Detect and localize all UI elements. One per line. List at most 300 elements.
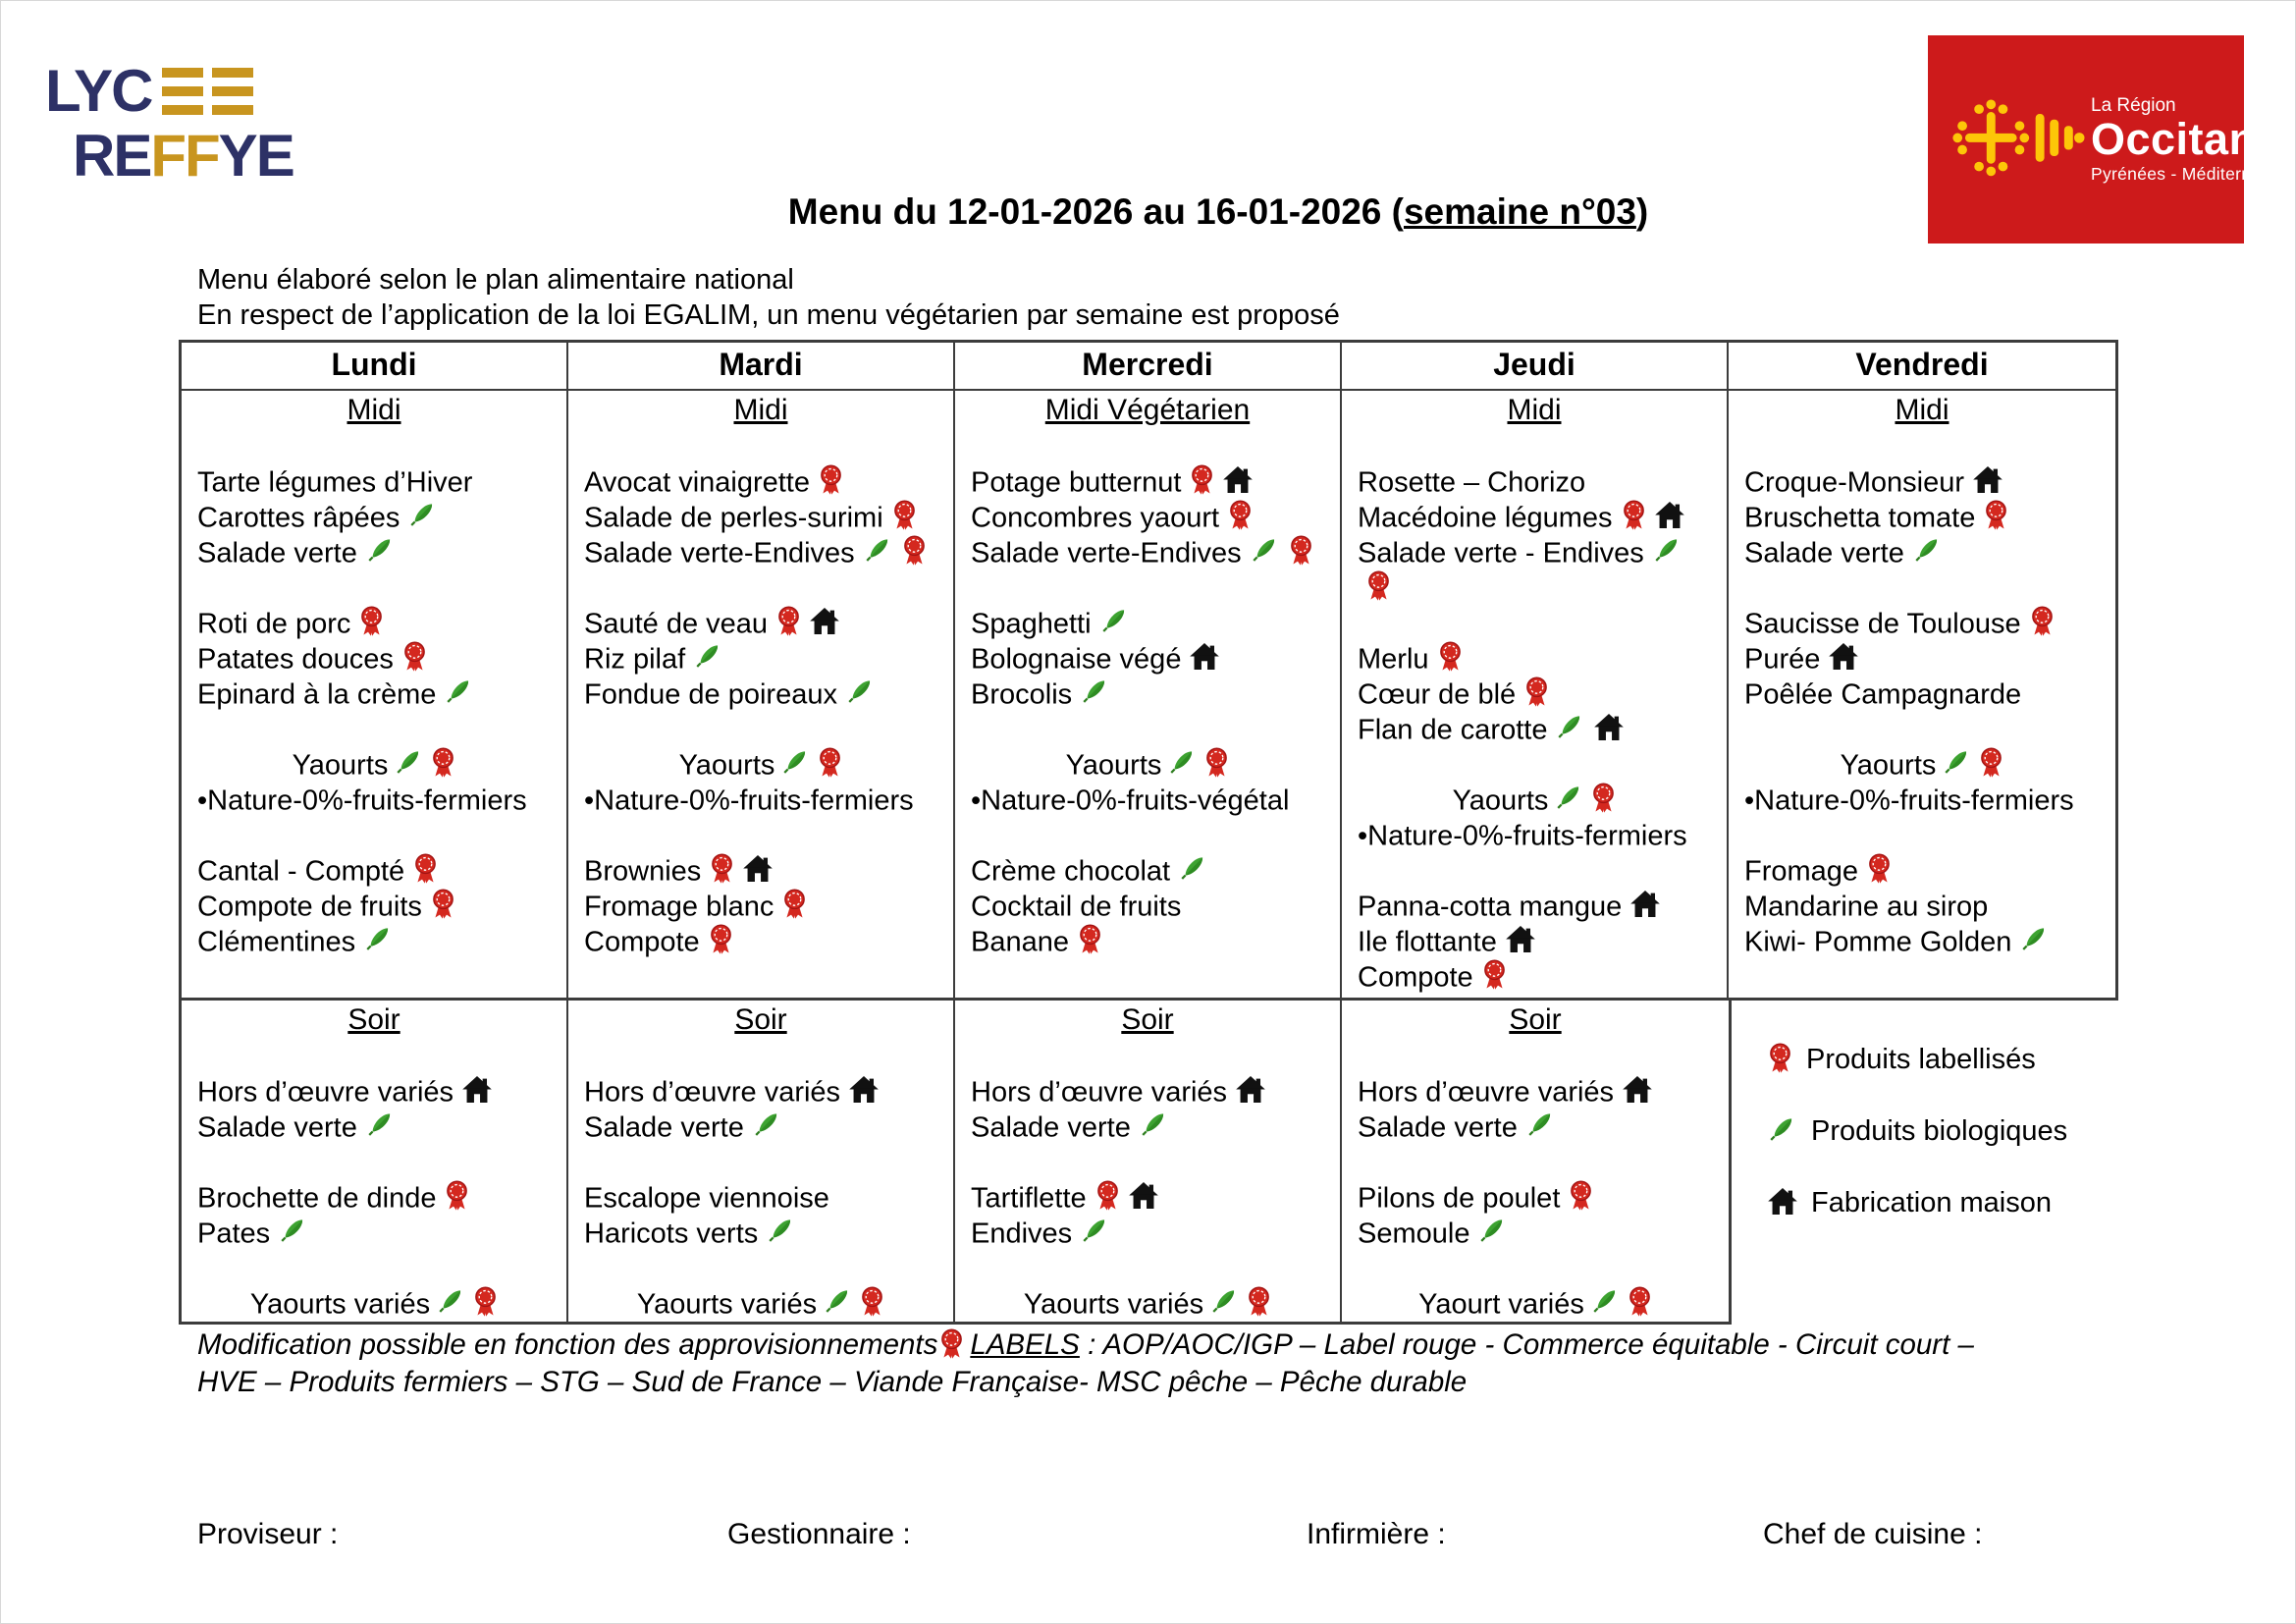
label-rosette-icon <box>413 853 438 884</box>
legend-text: Produits labellisés <box>1806 1044 2036 1075</box>
title-suffix: ) <box>1635 191 1649 232</box>
menu-line <box>1342 1144 1729 1179</box>
house-icon <box>1829 643 1858 670</box>
label-rosette-icon <box>1867 853 1892 884</box>
signature-gestionnaire: Gestionnaire : <box>727 1518 911 1550</box>
cell-heading: Soir <box>1509 1003 1562 1036</box>
menu-line <box>182 1285 566 1321</box>
menu-item-text: Tartiflette <box>971 1182 1087 1215</box>
house-icon <box>1973 466 2002 493</box>
menu-item-text: Salade verte - Endives <box>1358 537 1644 569</box>
menu-line <box>568 1038 953 1073</box>
midi-cell-mardi <box>568 391 955 998</box>
region-occitanie-logo <box>1928 35 2295 244</box>
label-rosette-icon <box>892 500 917 530</box>
day-header-mardi: Mardi <box>568 343 955 389</box>
menu-line <box>1342 534 1727 569</box>
label-rosette-icon <box>1247 1286 1271 1317</box>
menu-line <box>955 463 1340 499</box>
bio-leaf-icon <box>1913 534 1943 567</box>
menu-line <box>1342 782 1727 817</box>
menu-line <box>182 888 566 923</box>
menu-item-text: Ile flottante <box>1358 926 1497 958</box>
menu-line <box>182 640 566 676</box>
menu-item-text: Potage butternut <box>971 466 1182 499</box>
menu-item-text: •Nature-0%-fruits-fermiers <box>1744 785 2074 817</box>
menu-item-text: Fondue de poireaux <box>584 678 837 711</box>
label-rosette-icon <box>1366 570 1391 601</box>
label-rosette-icon <box>819 464 843 495</box>
school-logo-ff-text: FF <box>150 123 219 189</box>
menu-line <box>1729 711 2115 746</box>
menu-line <box>182 1144 566 1179</box>
label-rosette-icon <box>860 1286 884 1317</box>
menu-line <box>955 817 1340 852</box>
label-rosette-icon <box>445 1180 469 1211</box>
label-rosette-icon <box>402 641 427 672</box>
menu-item-text: Yaourts <box>1452 785 1549 817</box>
menu-item-text: Compote de fruits <box>197 891 422 923</box>
menu-item-text: Patates douces <box>197 643 394 676</box>
menu-line <box>1342 958 1727 994</box>
house-icon <box>1129 1182 1158 1209</box>
cell-heading: Midi <box>347 394 401 426</box>
legend-text: Produits biologiques <box>1811 1115 2068 1147</box>
menu-line <box>1342 640 1727 676</box>
menu-line <box>955 534 1340 569</box>
day-header-lundi: Lundi <box>182 343 568 389</box>
menu-item-text: Hors d’œuvre variés <box>584 1076 841 1109</box>
menu-line <box>568 1179 953 1215</box>
menu-item-text: Macédoine légumes <box>1358 502 1613 534</box>
menu-item-text: Haricots verts <box>584 1218 759 1250</box>
bio-leaf-icon <box>1179 852 1208 885</box>
signature-row <box>1 1518 2296 1557</box>
menu-item-text: Cocktail de fruits <box>971 891 1182 923</box>
menu-line <box>955 1073 1340 1109</box>
menu-item-text: Clémentines <box>197 926 356 958</box>
menu-line <box>1342 1250 1729 1285</box>
school-logo-lyc-text: LYC <box>45 58 152 124</box>
house-icon <box>1223 466 1253 493</box>
menu-item-text: Fromage <box>1744 855 1859 888</box>
menu-item-text: Compote <box>584 926 700 958</box>
signature-chef-de-cuisine: Chef de cuisine : <box>1763 1518 1983 1550</box>
bio-leaf-icon <box>1556 711 1585 743</box>
bio-leaf-icon <box>366 1109 396 1141</box>
menu-line <box>955 1038 1340 1073</box>
bio-leaf-icon <box>445 676 474 708</box>
menu-line <box>568 428 953 463</box>
menu-line <box>182 1073 566 1109</box>
bio-leaf-icon <box>395 746 424 779</box>
label-rosette-icon <box>1569 1180 1593 1211</box>
menu-line <box>1342 888 1727 923</box>
label-rosette-icon <box>1204 747 1229 778</box>
legend-label-icon-slot <box>1768 1044 1806 1075</box>
label-rosette-icon <box>431 889 455 919</box>
menu-item-text: Salade verte <box>584 1111 744 1144</box>
menu-line <box>182 923 566 958</box>
menu-line <box>568 534 953 569</box>
label-rosette-icon <box>1984 500 2008 530</box>
label-rosette-icon <box>782 889 807 919</box>
menu-line <box>1342 1109 1729 1144</box>
title-week-number: semaine n°03 <box>1403 191 1636 232</box>
menu-line <box>182 711 566 746</box>
menu-line <box>568 852 953 888</box>
label-rosette-icon <box>1628 1286 1652 1317</box>
house-icon <box>743 855 773 882</box>
menu-line <box>568 782 953 817</box>
menu-item-text: Cœur de blé <box>1358 678 1517 711</box>
bio-leaf-icon <box>846 676 876 708</box>
menu-item-text: Yaourts variés <box>1023 1288 1204 1321</box>
menu-item-text: Salade verte <box>197 537 357 569</box>
menu-item-text: Hors d’œuvre variés <box>197 1076 454 1109</box>
midi-cell-jeudi <box>1342 391 1729 998</box>
menu-line <box>568 499 953 534</box>
bio-leaf-icon <box>1591 1285 1621 1318</box>
menu-line <box>1342 676 1727 711</box>
house-icon <box>1236 1076 1265 1103</box>
menu-line <box>1342 499 1727 534</box>
menu-item-text: Epinard à la crème <box>197 678 437 711</box>
bio-leaf-icon <box>1478 1215 1508 1247</box>
label-rosette-icon <box>1289 535 1313 566</box>
menu-line <box>955 1179 1340 1215</box>
label-rosette-icon <box>1438 641 1463 672</box>
menu-line <box>1342 1285 1729 1321</box>
menu-item-text: Rosette – Chorizo <box>1358 466 1586 499</box>
menu-line <box>955 499 1340 534</box>
label-rosette-icon <box>1768 1043 1792 1073</box>
bio-leaf-icon <box>1168 746 1198 779</box>
footnote-line-2: HVE – Produits fermiers – STG – Sud de France – Viande Française- MSC pêche – Pêche durable <box>197 1366 1468 1398</box>
bio-leaf-icon <box>753 1109 782 1141</box>
menu-line <box>955 888 1340 923</box>
menu-line <box>568 1144 953 1179</box>
menu-item-text: Yaourt variés <box>1418 1288 1584 1321</box>
intro-line-2: En respect de l’application de la loi EGALIM, un menu végétarien par semaine est proposé <box>197 299 1340 331</box>
menu-item-text: Croque-Monsieur <box>1744 466 1965 499</box>
menu-line <box>568 888 953 923</box>
school-logo-ye-text: YE <box>218 123 294 189</box>
house-icon <box>849 1076 879 1103</box>
menu-line <box>568 605 953 640</box>
house-icon <box>462 1076 492 1103</box>
menu-line <box>1729 463 2115 499</box>
menu-line <box>955 852 1340 888</box>
menu-line <box>182 1038 566 1073</box>
region-logo-name: Occitanie <box>2091 113 2295 164</box>
menu-item-text: Hors d’œuvre variés <box>1358 1076 1615 1109</box>
menu-item-text: Yaourts <box>1840 749 1937 782</box>
house-icon <box>810 608 839 634</box>
menu-item-text: Escalope viennoise <box>584 1182 829 1215</box>
menu-item-text: Spaghetti <box>971 608 1092 640</box>
menu-item-text: Roti de porc <box>197 608 351 640</box>
menu-line <box>1729 852 2115 888</box>
menu-item-text: Yaourts <box>1065 749 1162 782</box>
menu-line <box>1729 746 2115 782</box>
menu-item-text: Yaourts <box>292 749 389 782</box>
house-icon <box>1768 1188 1797 1215</box>
house-icon <box>1630 891 1660 917</box>
label-rosette-icon <box>1979 747 2003 778</box>
menu-item-text: Cantal - Compté <box>197 855 405 888</box>
menu-item-text: Semoule <box>1358 1218 1470 1250</box>
menu-item-text: Banane <box>971 926 1069 958</box>
menu-item-text: Flan de carotte <box>1358 714 1548 746</box>
menu-item-text: Yaourts variés <box>249 1288 431 1321</box>
menu-line <box>955 605 1340 640</box>
cell-heading: Soir <box>347 1003 400 1036</box>
label-rosette-icon <box>473 1286 498 1317</box>
cell-heading: Midi <box>733 394 788 426</box>
menu-item-text: Mandarine au sirop <box>1744 891 1989 923</box>
label-rosette-icon <box>1190 464 1214 495</box>
midi-row <box>182 391 2115 998</box>
menu-line <box>568 817 953 852</box>
bio-leaf-icon <box>824 1285 853 1318</box>
cell-heading: Soir <box>734 1003 787 1036</box>
menu-line <box>182 1179 566 1215</box>
intro-text <box>197 262 1340 333</box>
soir-row <box>179 1001 1732 1325</box>
menu-line <box>1729 640 2115 676</box>
menu-line <box>955 711 1340 746</box>
menu-line <box>1729 888 2115 923</box>
legend-house-icon-slot <box>1768 1187 1811 1218</box>
menu-line <box>955 1285 1340 1321</box>
menu-item-text: Bolognaise végé <box>971 643 1182 676</box>
menu-item-text: Salade verte-Endives <box>971 537 1242 569</box>
bio-leaf-icon <box>364 923 394 955</box>
bio-leaf-icon <box>437 1285 466 1318</box>
house-icon <box>1506 926 1535 952</box>
menu-line <box>182 782 566 817</box>
menu-item-text: •Nature-0%-fruits-végétal <box>971 785 1290 817</box>
menu-line <box>568 746 953 782</box>
menu-line <box>1342 1215 1729 1250</box>
bio-leaf-icon <box>1555 782 1584 814</box>
label-rosette-icon <box>359 606 384 636</box>
label-rosette-icon <box>710 853 734 884</box>
label-rosette-icon <box>1228 500 1253 530</box>
day-header-jeudi: Jeudi <box>1342 343 1729 389</box>
menu-item-text: •Nature-0%-fruits-fermiers <box>1358 820 1687 852</box>
menu-item-text: Salade verte <box>971 1111 1131 1144</box>
bio-leaf-icon <box>864 534 893 567</box>
menu-item-text: Yaourts variés <box>636 1288 818 1321</box>
footnote-label-icon-slot <box>937 1328 970 1361</box>
menu-item-text: Hors d’œuvre variés <box>971 1076 1228 1109</box>
menu-line <box>1342 746 1727 782</box>
bio-leaf-icon <box>781 746 811 779</box>
menu-line <box>1729 428 2115 463</box>
cell-heading: Midi <box>1895 394 1949 426</box>
menu-line <box>955 676 1340 711</box>
menu-item-text: •Nature-0%-fruits-fermiers <box>584 785 914 817</box>
menu-item-text: Merlu <box>1358 643 1429 676</box>
menu-line <box>1342 463 1727 499</box>
menu-item-text: Pates <box>197 1218 271 1250</box>
menu-line <box>1729 817 2115 852</box>
menu-line <box>1729 499 2115 534</box>
menu-line <box>1342 1073 1729 1109</box>
intro-line-1: Menu élaboré selon le plan alimentaire national <box>197 264 794 296</box>
legend-text: Fabrication maison <box>1811 1187 2052 1218</box>
menu-line <box>1342 569 1727 605</box>
midi-cell-vendredi <box>1729 391 2115 998</box>
footnote <box>197 1326 2190 1401</box>
menu-item-text: Crème chocolat <box>971 855 1171 888</box>
menu-line <box>182 1215 566 1250</box>
label-rosette-icon <box>1591 783 1616 813</box>
menu-line <box>182 569 566 605</box>
menu-line <box>568 1250 953 1285</box>
menu-line <box>1729 534 2115 569</box>
bio-leaf-icon <box>694 640 723 673</box>
menu-item-text: Concombres yaourt <box>971 502 1220 534</box>
label-rosette-icon <box>1078 924 1102 954</box>
label-rosette-icon <box>431 747 455 778</box>
label-rosette-icon <box>1095 1180 1120 1211</box>
menu-item-text: Salade verte <box>1744 537 1904 569</box>
menu-line <box>1342 817 1727 852</box>
midi-cell-mercredi <box>955 391 1342 998</box>
menu-line <box>568 923 953 958</box>
menu-line <box>1342 852 1727 888</box>
label-rosette-icon <box>2030 606 2055 636</box>
label-rosette-icon <box>1622 500 1646 530</box>
menu-line <box>568 1073 953 1109</box>
menu-item-text: Sauté de veau <box>584 608 769 640</box>
menu-line <box>182 534 566 569</box>
menu-item-text: •Nature-0%-fruits-fermiers <box>197 785 527 817</box>
menu-item-text: Bruschetta tomate <box>1744 502 1976 534</box>
menu-item-text: Brochette de dinde <box>197 1182 437 1215</box>
region-logo-subtitle: Pyrénées - Méditerranée <box>2091 163 2287 184</box>
bio-leaf-icon <box>1081 1215 1110 1247</box>
menu-item-text: Pilons de poulet <box>1358 1182 1561 1215</box>
menu-line <box>955 746 1340 782</box>
menu-item-text: Salade verte <box>1358 1111 1518 1144</box>
menu-line <box>568 711 953 746</box>
menu-item-text: Panna-cotta mangue <box>1358 891 1623 923</box>
legend-leaf-icon-slot <box>1768 1115 1811 1147</box>
bio-leaf-icon <box>1100 605 1130 637</box>
menu-line <box>955 1250 1340 1285</box>
menu-item-text: Purée <box>1744 643 1821 676</box>
bio-leaf-icon <box>1943 746 1972 779</box>
page-title <box>472 191 1964 233</box>
bio-leaf-icon <box>1526 1109 1556 1141</box>
day-header-vendredi: Vendredi <box>1855 347 1989 382</box>
bio-leaf-icon <box>1081 676 1110 708</box>
menu-line <box>1342 1179 1729 1215</box>
menu-line <box>182 605 566 640</box>
menu-line <box>182 1250 566 1285</box>
menu-item-text: Saucisse de Toulouse <box>1744 608 2021 640</box>
house-icon <box>1594 714 1624 740</box>
house-icon <box>1655 502 1684 528</box>
menu-item-text: Salade verte-Endives <box>584 537 855 569</box>
menu-line <box>1342 428 1727 463</box>
menu-line <box>955 923 1340 958</box>
bio-leaf-icon <box>1140 1109 1169 1141</box>
table-header-row <box>182 343 2115 391</box>
cell-heading: Soir <box>1121 1003 1174 1036</box>
legend-item-labellises <box>1768 1040 2067 1079</box>
menu-item-text: Poêlée Campagnarde <box>1744 678 2022 711</box>
menu-item-text: Fromage blanc <box>584 891 774 923</box>
label-rosette-icon <box>709 924 733 954</box>
menu-item-text: Avocat vinaigrette <box>584 466 810 499</box>
menu-line <box>1729 782 2115 817</box>
menu-line <box>1342 711 1727 746</box>
menu-line <box>182 1109 566 1144</box>
bio-leaf-icon <box>767 1215 796 1247</box>
footnote-line-1: Modification possible en fonction des approvisionnements LABELS : AOP/AOC/IGP – Label rouge - Commerce équitable - Circuit court – <box>197 1328 1974 1361</box>
menu-line <box>1729 605 2115 640</box>
bio-leaf-icon <box>1210 1285 1240 1318</box>
menu-item-text: Endives <box>971 1218 1073 1250</box>
menu-line <box>568 569 953 605</box>
menu-line <box>182 428 566 463</box>
menu-line <box>182 463 566 499</box>
school-logo-ee-bars-icon <box>162 68 253 115</box>
footnote-labels-word: LABELS <box>970 1328 1080 1361</box>
label-rosette-icon <box>1524 677 1549 707</box>
menu-line <box>1342 605 1727 640</box>
bio-leaf-icon <box>1768 1113 1797 1146</box>
menu-line <box>568 640 953 676</box>
menu-line <box>182 499 566 534</box>
menu-line <box>955 1109 1340 1144</box>
menu-item-text: Carottes râpées <box>197 502 400 534</box>
bio-leaf-icon <box>408 499 438 531</box>
occitan-cross-icon <box>1942 80 2089 199</box>
menu-item-text: Brocolis <box>971 678 1073 711</box>
menu-item-text: Salade de perles-surimi <box>584 502 883 534</box>
house-icon <box>1190 643 1219 670</box>
label-rosette-icon <box>1482 959 1507 990</box>
label-rosette-icon <box>939 1328 964 1359</box>
legend-item-maison <box>1768 1183 2067 1222</box>
menu-line <box>568 1285 953 1321</box>
menu-item-text: Brownies <box>584 855 702 888</box>
menu-item-text: Kiwi- Pomme Golden <box>1744 926 2012 958</box>
signature-infirmiere: Infirmière : <box>1307 1518 1446 1550</box>
menu-line <box>568 1109 953 1144</box>
bio-leaf-icon <box>1653 534 1682 567</box>
day-header-mercredi: Mercredi <box>955 343 1342 389</box>
soir-cell-mercredi <box>955 1001 1342 1322</box>
bio-leaf-icon <box>366 534 396 567</box>
menu-line <box>568 463 953 499</box>
school-logo <box>45 58 294 189</box>
signature-proviseur: Proviseur : <box>197 1518 339 1550</box>
menu-line <box>182 746 566 782</box>
menu-line <box>182 817 566 852</box>
house-icon <box>1623 1076 1652 1103</box>
region-logo-small-text: La Région <box>2091 94 2176 116</box>
cell-heading: Midi Végétarien <box>1044 394 1251 426</box>
menu-item-text: Riz pilaf <box>584 643 686 676</box>
menu-line <box>182 852 566 888</box>
